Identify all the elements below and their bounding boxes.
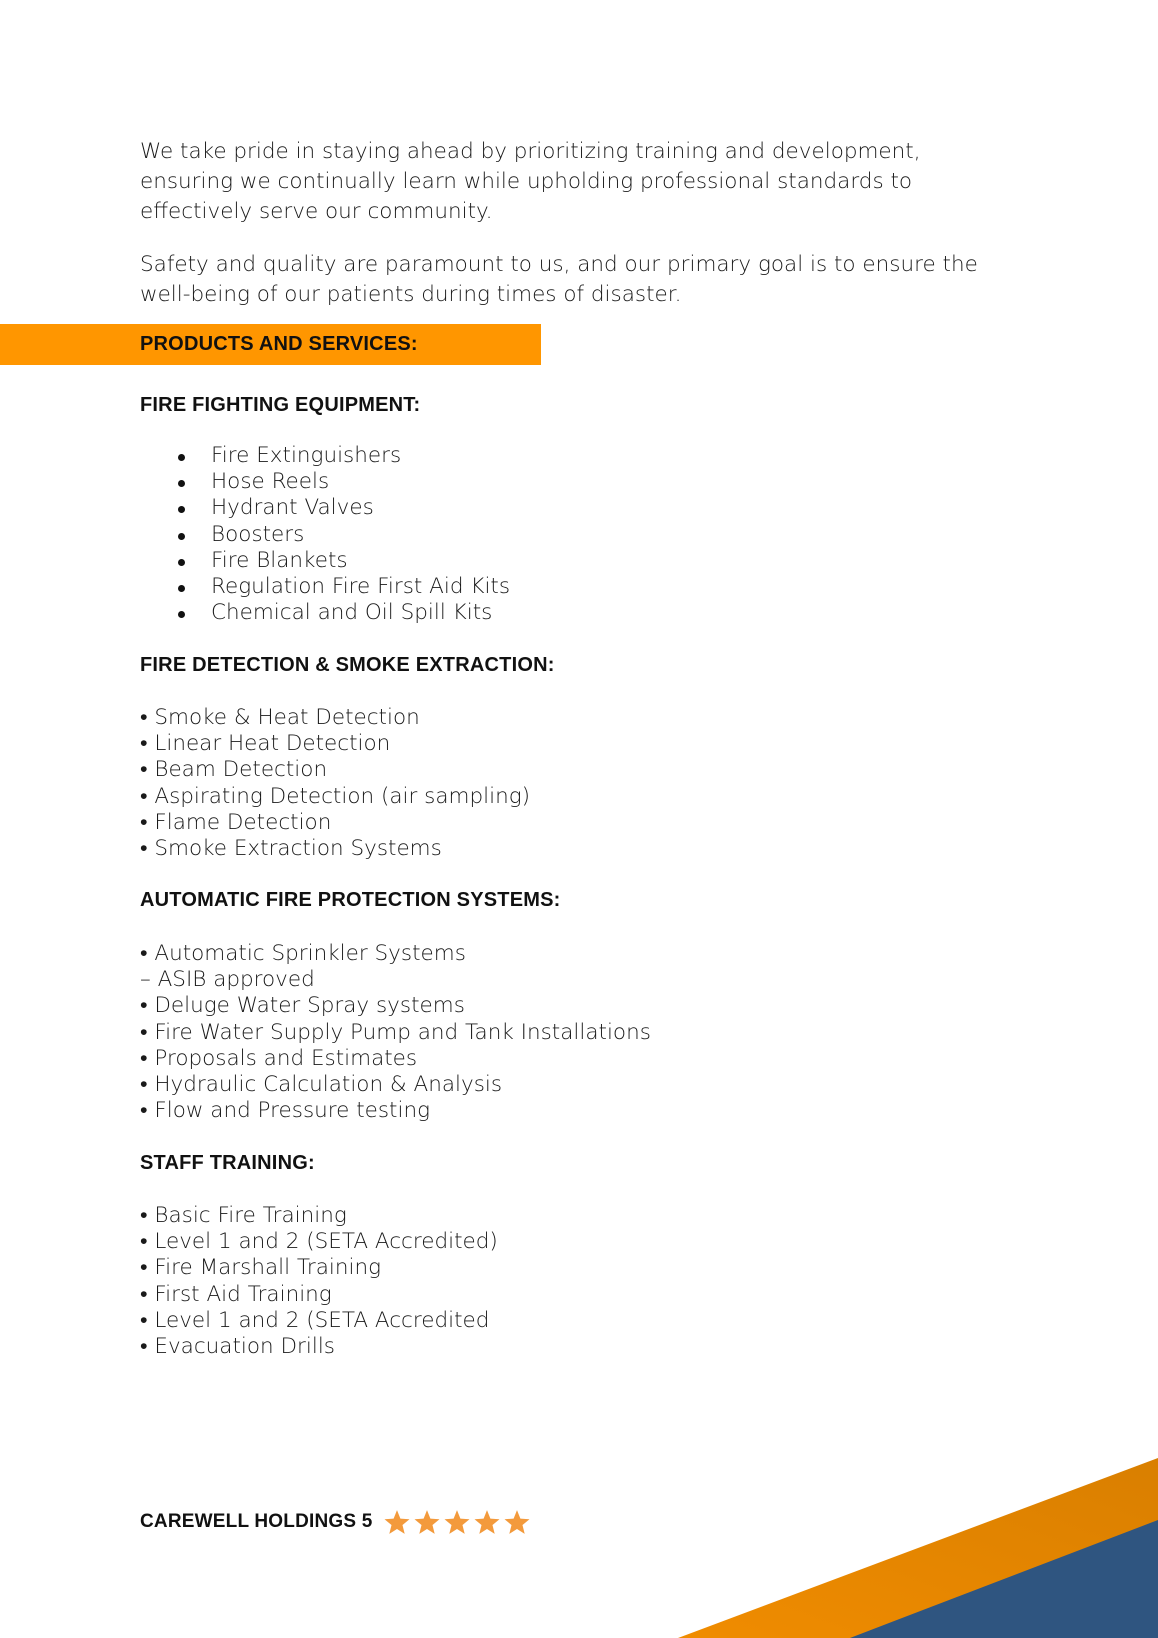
automatic-protection-item: • Hydraulic Calculation & Analysis xyxy=(140,1072,503,1098)
corner-decoration xyxy=(678,1458,1158,1638)
automatic-protection-item: • Fire Water Supply Pump and Tank Installations xyxy=(140,1019,651,1045)
star-icon xyxy=(473,1508,501,1536)
fire-fighting-item xyxy=(140,495,510,521)
automatic-protection-list xyxy=(140,941,651,1124)
fire-fighting-item xyxy=(140,548,510,574)
automatic-protection-item: • Proposals and Estimates xyxy=(140,1045,418,1071)
fire-fighting-item-label: Hose Reels xyxy=(211,469,330,495)
intro-paragraph-safety: Safety and quality are paramount to us, and our primary goal is to ensure the well-being of our patients during times of disaster. xyxy=(140,252,978,307)
fire-detection-heading: FIRE DETECTION & SMOKE EXTRACTION: xyxy=(140,654,555,676)
fire-detection-item: • Smoke Extraction Systems xyxy=(140,836,442,862)
automatic-protection-heading: AUTOMATIC FIRE PROTECTION SYSTEMS: xyxy=(140,889,561,911)
fire-fighting-item-label: Fire Blankets xyxy=(211,547,348,573)
bullet-icon xyxy=(178,454,185,461)
bullet-icon xyxy=(178,585,185,592)
fire-fighting-item-label: Regulation Fire First Aid Kits xyxy=(211,574,511,600)
bullet-icon xyxy=(178,533,185,540)
fire-detection-item: • Linear Heat Detection xyxy=(140,731,391,757)
star-icon xyxy=(413,1508,441,1536)
staff-training-item: • Level 1 and 2 (SETA Accredited xyxy=(140,1307,490,1333)
fire-fighting-item-label: Chemical and Oil Spill Kits xyxy=(211,600,493,626)
fire-fighting-item-label: Hydrant Valves xyxy=(211,495,374,521)
staff-training-heading: STAFF TRAINING: xyxy=(140,1152,315,1174)
fire-fighting-item-label: Boosters xyxy=(211,521,305,547)
fire-detection-item: • Smoke & Heat Detection xyxy=(140,705,420,730)
automatic-protection-item: • Flow and Pressure testing xyxy=(140,1098,430,1124)
bullet-icon xyxy=(178,506,185,513)
fire-fighting-item xyxy=(140,469,510,495)
staff-training-item: • First Aid Training xyxy=(140,1281,332,1307)
products-services-banner xyxy=(0,324,541,365)
footer-brand xyxy=(140,1505,531,1539)
fire-fighting-item xyxy=(140,443,510,469)
fire-fighting-heading: FIRE FIGHTING EQUIPMENT: xyxy=(140,394,421,416)
automatic-protection-item: • Automatic Sprinkler Systems xyxy=(140,941,466,966)
staff-training-item: • Fire Marshall Training xyxy=(140,1255,382,1281)
products-services-title: PRODUCTS AND SERVICES: xyxy=(140,333,418,355)
staff-training-list xyxy=(140,1203,498,1360)
star-icon xyxy=(503,1508,531,1536)
bullet-icon xyxy=(178,480,185,487)
fire-detection-list xyxy=(140,705,530,862)
staff-training-item: • Basic Fire Training xyxy=(140,1203,347,1228)
star-icon xyxy=(443,1508,471,1536)
fire-fighting-item xyxy=(140,600,510,626)
staff-training-item: • Level 1 and 2 (SETA Accredited) xyxy=(140,1229,498,1255)
footer-brand-text: CAREWELL HOLDINGS 5 xyxy=(140,1511,373,1532)
automatic-protection-item: • Deluge Water Spray systems xyxy=(140,993,465,1019)
star-rating xyxy=(383,1508,531,1536)
fire-fighting-item xyxy=(140,574,510,600)
automatic-protection-item: – ASIB approved xyxy=(140,967,315,993)
bullet-icon xyxy=(178,611,185,618)
fire-fighting-item-label: Fire Extinguishers xyxy=(211,443,402,468)
fire-detection-item: • Flame Detection xyxy=(140,809,332,835)
bullet-icon xyxy=(178,559,185,566)
fire-detection-item: • Beam Detection xyxy=(140,757,328,783)
staff-training-item: • Evacuation Drills xyxy=(140,1334,336,1360)
fire-detection-item: • Aspirating Detection (air sampling) xyxy=(140,783,530,809)
intro-paragraph-training: We take pride in staying ahead by prioritizing training and development, ensuring we continually learn while upholding professional standards to effectively serve our community. xyxy=(140,139,921,224)
fire-fighting-item xyxy=(140,522,510,548)
star-icon xyxy=(383,1508,411,1536)
fire-fighting-list xyxy=(140,443,510,626)
